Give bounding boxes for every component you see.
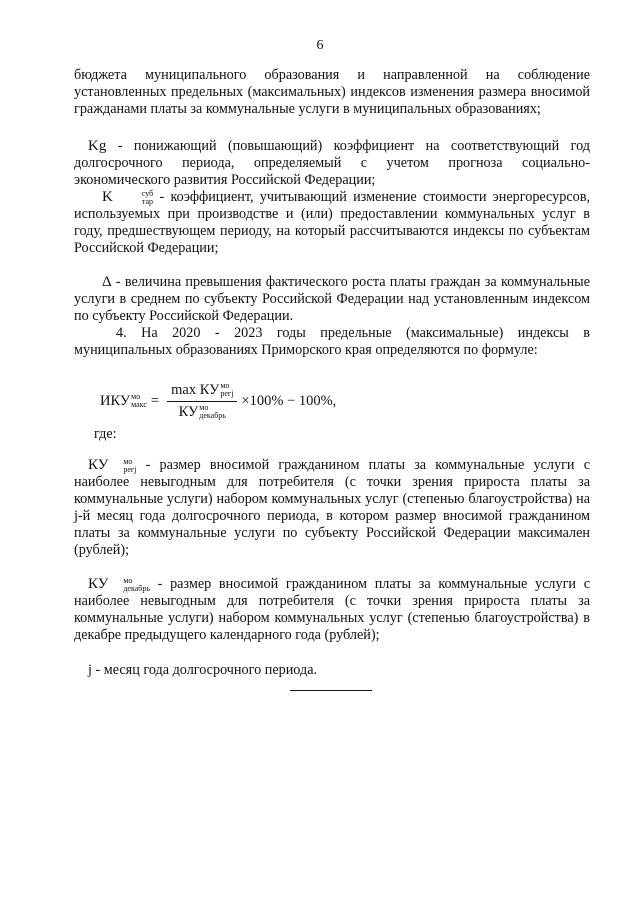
definition-ku-regj: КУ мо регj - размер вносимой гражданином платы за коммунальные услуги с наиболее невыгодным для потребителя (с точки зрения прироста платы за коммунальные услуги) набором коммунальных услуг (степенью благоустройства) на j-й месяц года долгосрочного периода, в котором размер вносимой гражданином платы за коммунальные услуги по субъекту Российской Федерации максимален (рублей); — [74, 456, 590, 558]
ktar-sub: тар — [141, 196, 153, 206]
end-divider — [290, 690, 372, 691]
ku-dec-symbol: КУ — [88, 576, 109, 592]
ktar-sup: суб — [141, 188, 154, 198]
page-number: 6 — [316, 38, 324, 53]
formula-tail: ×100% − 100%, — [241, 392, 337, 409]
definition-delta — [74, 274, 590, 325]
formula-equals: = — [150, 392, 160, 409]
formula-iku — [100, 378, 336, 424]
ku-dec-text: - размер вносимой гражданином платы за коммунальные услуги с наиболее невыгодным для потребителя (с точки зрения прироста платы за коммунальные услуги) набором коммунальных услуг (степенью благоустройства) в декабре предыдущего календарного года (рублей); — [74, 576, 590, 643]
formula-denominator: КУ мо декабрь — [178, 403, 226, 421]
formula-fraction — [167, 382, 237, 421]
delta-symbol: Δ — [102, 274, 112, 290]
definition-ku-dec: КУ мо декабрь - размер вносимой гражданином платы за коммунальные услуги с наиболее невыгодным для потребителя (с точки зрения прироста платы за коммунальные услуги) набором коммунальных услуг (степенью благоустройства) в декабре предыдущего календарного года (рублей); — [74, 575, 590, 643]
definition-ktar — [74, 189, 590, 257]
where-label: где: — [94, 426, 117, 442]
definition-j: j - месяц года долгосрочного периода. — [88, 662, 318, 678]
formula-numerator: max КУ мо регj — [167, 382, 237, 402]
ku-regj-text: - размер вносимой гражданином платы за коммунальные услуги с наиболее невыгодным для потребителя (с точки зрения прироста платы за коммунальные услуги) набором коммунальных услуг (степенью благоустройства) на j-й месяц года долгосрочного периода, в котором размер вносимой гражданином платы за коммунальные услуги по субъекту Российской Федерации максимален (рублей); — [74, 457, 590, 558]
point-4: 4. На 2020 - 2023 годы предельные (максимальные) индексы в муниципальных образованиях Приморского края определяются по формуле: — [74, 325, 590, 358]
ktar-symbol: K — [102, 189, 113, 205]
kg-text: - понижающий (повышающий) коэффициент на соответствующий год долгосрочного периода, определяемый с учетом прогноза социально-экономического развития Российской Федерации; — [74, 138, 590, 188]
delta-text: - величина превышения фактического роста платы граждан за коммунальные услуги в среднем по субъекту Российской Федерации над установленным индексом по субъекту Российской Федерации. — [74, 274, 590, 324]
formula-lhs: ИКУ мо макс — [100, 392, 147, 410]
ktar-text: - коэффициент, учитывающий изменение стоимости энергоресурсов, используемых при производстве и (или) предоставлении коммунальных услуг в году, предшествующем периоду, на который рассчитываются индексы по субъектам Российской Федерации; — [74, 189, 590, 256]
definition-kg — [74, 138, 590, 189]
kg-symbol: Kg — [88, 138, 107, 154]
paragraph-continuation: бюджета муниципального образования и направленной на соблюдение установленных предельных (максимальных) индексов изменения размера вносимой гражданами платы за коммунальные услуги в муниципальных образованиях; — [74, 67, 590, 117]
ku-regj-symbol: КУ — [88, 457, 109, 473]
